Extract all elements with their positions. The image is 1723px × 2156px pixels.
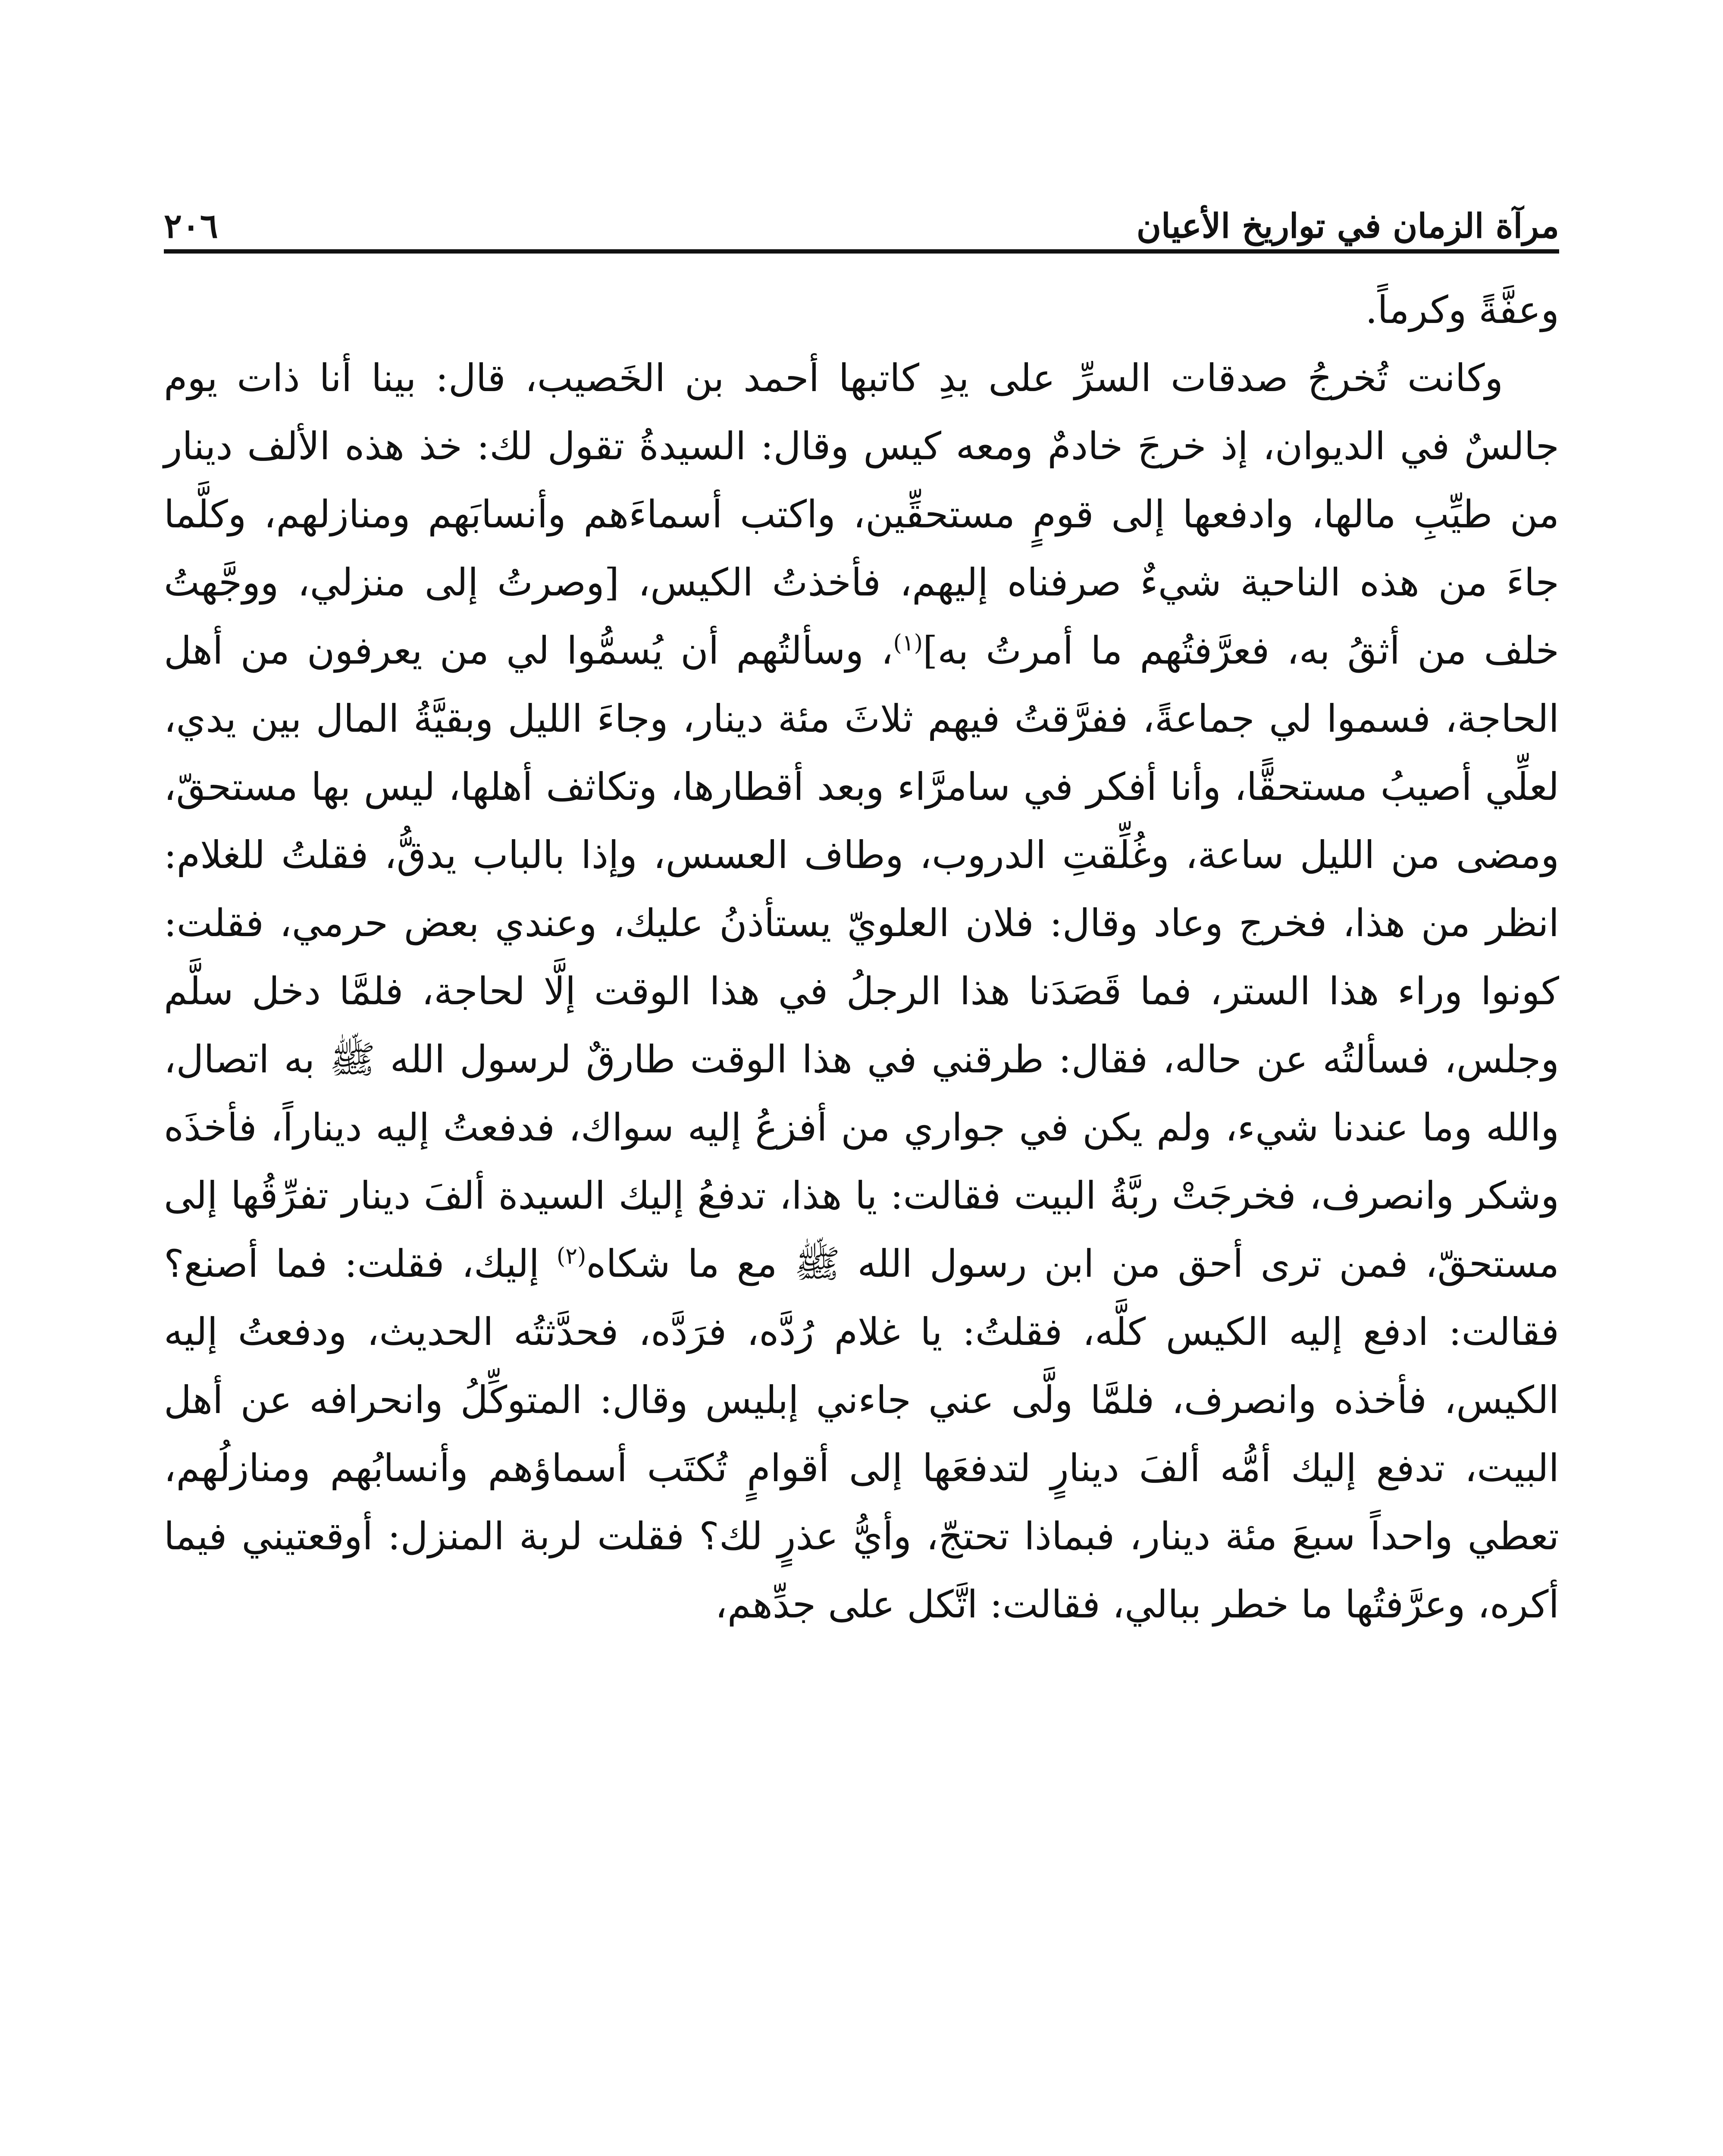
header-rule (164, 249, 1559, 254)
running-head (164, 172, 1559, 246)
paragraph-2 (164, 344, 1559, 1639)
book-title: مرآة الزمان في تواريخ الأعيان (1136, 207, 1559, 246)
paragraph-2-part-a: وكانت تُخرجُ صدقات السرِّ على يدِ كاتبها أحمد بن الخَصيب، قال: بينا أنا ذات يوم جالسٌ في الديوان، إذ خرجَ خادمٌ ومعه كيس وقال: السيدةُ تقول لك: خذ هذه الألف دينار من طيِّبِ مالها، وادفعها إلى قومٍ مستحقِّين، واكتب أسماءَهم وأنسابَهم ومنازلهم، وكلَّما جاءَ من هذه الناحية شيءٌ صرفناه إليهم، فأخذتُ الكيس، [وصرتُ إلى منزلي، ووجَّهتُ خلف من أثقُ به، فعرَّفتُهم ما أمرتُ به] (164, 356, 1559, 673)
paragraph-2-part-c: إليك، فقلت: فما أصنع؟ فقالت: ادفع إليه الكيس كلَّه، فقلتُ: يا غلام رُدَّه، فرَدَّه، فحدَّثتُه الحديث، ودفعتُ إليه الكيس، فأخذه وانصرف، فلمَّا ولَّى عني جاءني إبليس وقال: المتوكِّلُ وانحرافه عن أهل البيت، تدفع إليك أمُّه ألفَ دينارٍ لتدفعَها إلى أقوامٍ تُكتَب أسماؤهم وأنسابُهم ومنازلُهم، تعطي واحداً سبعَ مئة دينار، فبماذا تحتجّ، وأيُّ عذرٍ لك؟ فقلت لربة المنزل: أوقعتيني فيما أكره، وعرَّفتُها ما خطر ببالي، فقالت: اتَّكل على جدِّهم، (164, 1241, 1559, 1626)
paragraph-2-part-b: ، وسألتُهم أن يُسمُّوا لي من يعرفون من أهل الحاجة، فسموا لي جماعةً، ففرَّقتُ فيهم ثلاثَ مئة دينار، وجاءَ الليل وبقيَّةُ المال بين يدي، لعلِّي أصيبُ مستحقًّا، وأنا أفكر في سامرَّاء وبعد أقطارها، وتكاثف أهلها، ليس بها مستحقّ، ومضى من الليل ساعة، وغُلِّقتِ الدروب، وطاف العسس، وإذا بالباب يدقُّ، فقلتُ للغلام: انظر من هذا، فخرج وعاد وقال: فلان العلويّ يستأذنُ عليك، وعندي بعض حرمي، فقلت: كونوا وراء هذا الستر، فما قَصَدَنا هذا الرجلُ في هذا الوقت إلَّا لحاجة، فلمَّا دخل سلَّم وجلس، فسألتُه عن حاله، فقال: طرقني في هذا الوقت طارقٌ لرسول الله ﷺ به اتصال، والله وما عندنا شيء، ولم يكن في جواري من أفزعُ إليه سواك، فدفعتُ إليه ديناراً، فأخذَه وشكر وانصرف، فخرجَتْ ربَّةُ البيت فقالت: يا هذا، تدفعُ إليك السيدة ألفَ دينار تفرِّقُها إلى مستحقّ، فمن ترى أحق من ابن رسول الله ﷺ مع ما شكاه (164, 628, 1559, 1286)
page-number: ٢٠٦ (164, 207, 218, 246)
paragraph-1: وعفَّةً وكرماً. (1365, 288, 1559, 332)
main-text (164, 276, 1559, 1639)
footnote-ref-1: (١) (893, 630, 923, 656)
footnote-ref-2: (٢) (556, 1243, 586, 1269)
